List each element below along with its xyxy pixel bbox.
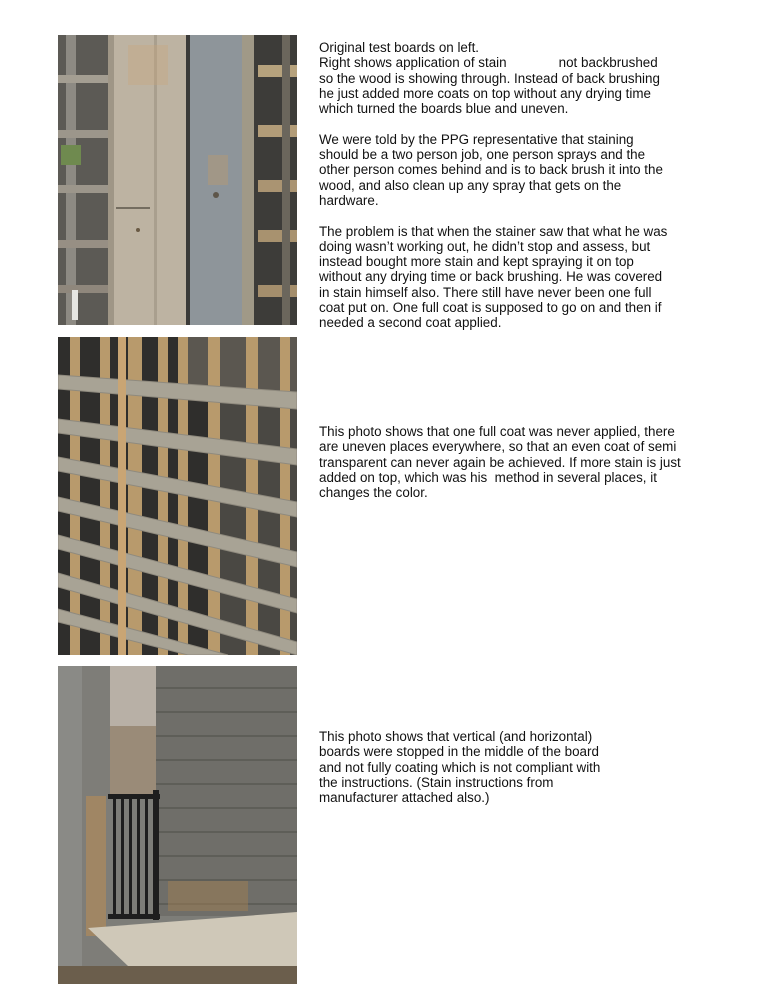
text-line: Original test boards on left. [319,40,480,55]
section-1-text [319,40,667,331]
lattice-fence-image [58,337,297,655]
text-line: and not fully coating which is not compliant with [319,759,601,775]
text-line: transparent can never again be achieved. If more stain is just [319,454,681,470]
text-line: the instructions. (Stain instructions from [319,774,554,790]
text-line: coat put on. One full coat is supposed to go on and then if [319,300,662,316]
lattice-fence-photo [58,337,297,655]
text-line: so the wood is showing through. Instead of back brushing [319,70,660,86]
text-line: in stain himself also. There still have never been one full [319,284,652,300]
text-line: manufacturer attached also.) [319,790,490,806]
text-line: Right shows application of stain not backbrushed [319,55,658,71]
section-2-text [319,424,681,500]
text-line: hardware. [319,192,379,208]
text-line: which turned the boards blue and uneven. [319,101,569,117]
text-line: We were told by the PPG representative that staining [319,131,634,147]
test-boards-image [58,35,297,325]
text-line: he just added more coats on top without any drying time [319,85,651,101]
section-3-text [319,729,600,805]
test-boards-photo [58,35,297,325]
text-line: without any drying time or back brushing. He was covered [319,269,663,285]
text-line: are uneven places everywhere, so that an even coat of semi [319,439,677,455]
text-line: The problem is that when the stainer saw that what he was [319,223,668,239]
text-line: changes the color. [319,485,428,501]
text-line: boards were stopped in the middle of the board [319,744,599,760]
text-line: other person comes behind and is to back brush it into the [319,162,663,178]
siding-and-gate-photo [58,666,297,984]
text-line: wood, and also clean up any spray that gets on the [319,177,622,193]
text-line: This photo shows that one full coat was never applied, there [319,424,675,439]
text-line: doing wasn’t working out, he didn’t stop and assess, but [319,238,651,254]
text-line: added on top, which was his method in several places, it [319,469,657,485]
text-line: instead bought more stain and kept spraying it on top [319,254,634,270]
text-line: needed a second coat applied. [319,315,502,331]
text-line: This photo shows that vertical (and horizontal) [319,729,593,744]
siding-and-gate-image [58,666,297,984]
text-line: should be a two person job, one person sprays and the [319,147,646,163]
